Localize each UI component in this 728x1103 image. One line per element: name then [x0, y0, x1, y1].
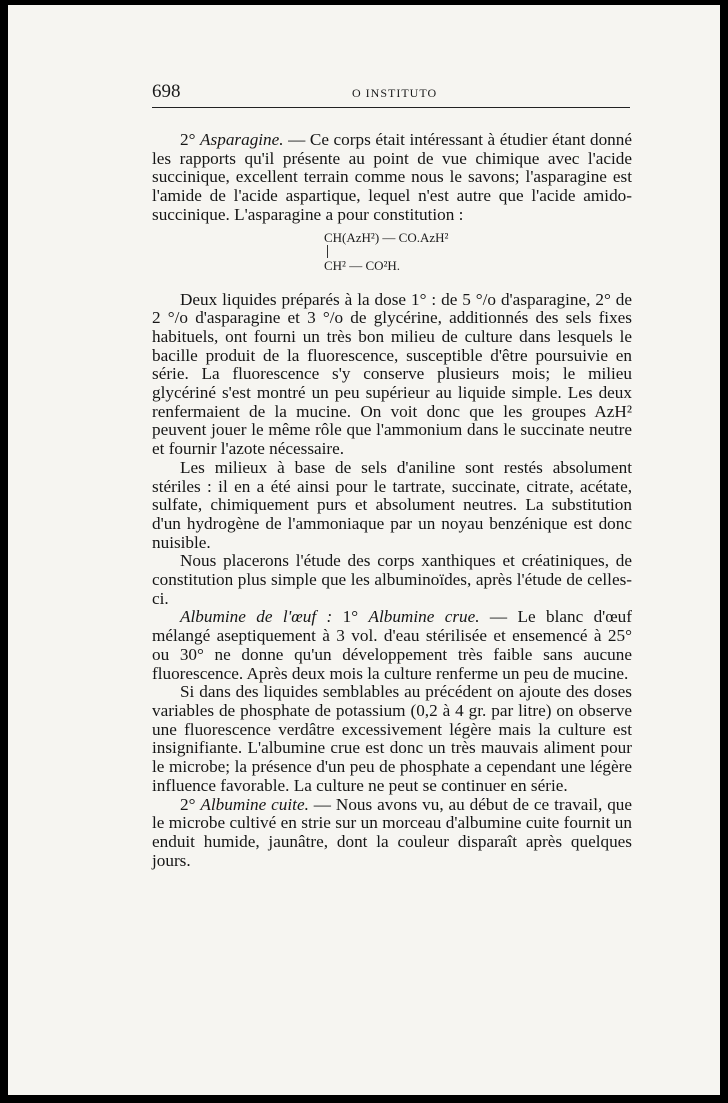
- paragraph-phosphate: Si dans des liquides semblables au précédent on ajoute des doses variables de phosphate de potassium (0,2 à 4 gr. par litre) on observe une fluorescence verdâtre excessivement légère mais la culture est insignifiante. L'albumine crue est donc un très mauvais aliment pour le microbe; la présence d'un peu de phosphate a cependant une légère influence favorable. La culture ne peut se continuer en série.: [152, 682, 632, 795]
- subsection-albumine-cuite: Albumine cuite.: [200, 794, 309, 814]
- subsection-albumine-crue: Albumine crue.: [368, 607, 480, 627]
- section-title-albumine: Albumine de l'œuf :: [180, 607, 333, 627]
- header-rule: [152, 107, 630, 108]
- book-page: [8, 5, 720, 1095]
- formula-line-1: CH(AzH²) — CO.AzH²: [324, 229, 449, 245]
- paragraph-albumine-cuite: 2° Albumine cuite. — Nous avons vu, au début de ce travail, que le microbe cultivé en strie sur un morceau d'albumine cuite fournit un enduit humide, jaunâtre, dont la couleur disparaît après quelques jours.: [152, 794, 633, 870]
- formula-bond: [327, 245, 328, 258]
- body-text: [152, 131, 632, 870]
- running-title: O INSTITUTO: [352, 86, 438, 100]
- formula-line-2: CH² — CO²H.: [324, 257, 401, 273]
- paragraph-albumine-crue: Albumine de l'œuf : 1° Albumine crue. — Le blanc d'œuf mélangé aseptiquement à 3 vol. d'eau stérilisée et ensemencé à 25° ou 30° ne donne qu'un développement très faible sans aucune fluorescence. Après deux mois la culture renferme un peu de mucine.: [152, 607, 632, 683]
- chemical-formula: [324, 230, 632, 273]
- paragraph-liquides: Deux liquides préparés à la dose 1° : de 5 °/o d'asparagine, 2° de 2 °/o d'asparagine et 3 °/o de glycérine, additionnés des sels fixes habituels, ont fourni un très bon milieu de culture dans lesquels le bacille produit de la fluorescence, susceptible d'être poursuivie en série. La fluorescence s'y conserve plusieurs mois; le milieu glycériné s'est montré un peu supérieur au liquide simple. Les deux renfermaient de la mucine. On voit donc que les groupes AzH² peuvent jouer le même rôle que l'ammonium dans le succinate neutre et fournir l'azote nécessaire.: [152, 289, 632, 459]
- page-header: [152, 77, 632, 111]
- paragraph-aniline: Les milieux à base de sels d'aniline sont restés absolument stériles : il en a été ainsi pour le tartrate, succinate, citrate, acétate, sulfate, chimiquement purs et absolument neutres. La substitution d'un hydrogène de l'ammoniaque par un noyau benzénique est donc nuisible.: [152, 457, 632, 552]
- page-number: 698: [152, 81, 181, 102]
- paragraph-xanthiques: Nous placerons l'étude des corps xanthiques et créatiniques, de constitution plus simple que les albuminoïdes, après l'étude de celles-ci.: [152, 551, 632, 608]
- paragraph-asparagine: 2° Asparagine. — Ce corps était intéressant à étudier étant donné les rapports qu'il présente au point de vue chimique avec l'acide succinique, excellent terrain comme nous le savons; l'asparagine est l'amide de l'acide aspartique, lequel n'est autre que l'acide amido-succinique. L'asparagine a pour constitution :: [152, 130, 632, 224]
- section-title-asparagine: Asparagine.: [200, 130, 284, 149]
